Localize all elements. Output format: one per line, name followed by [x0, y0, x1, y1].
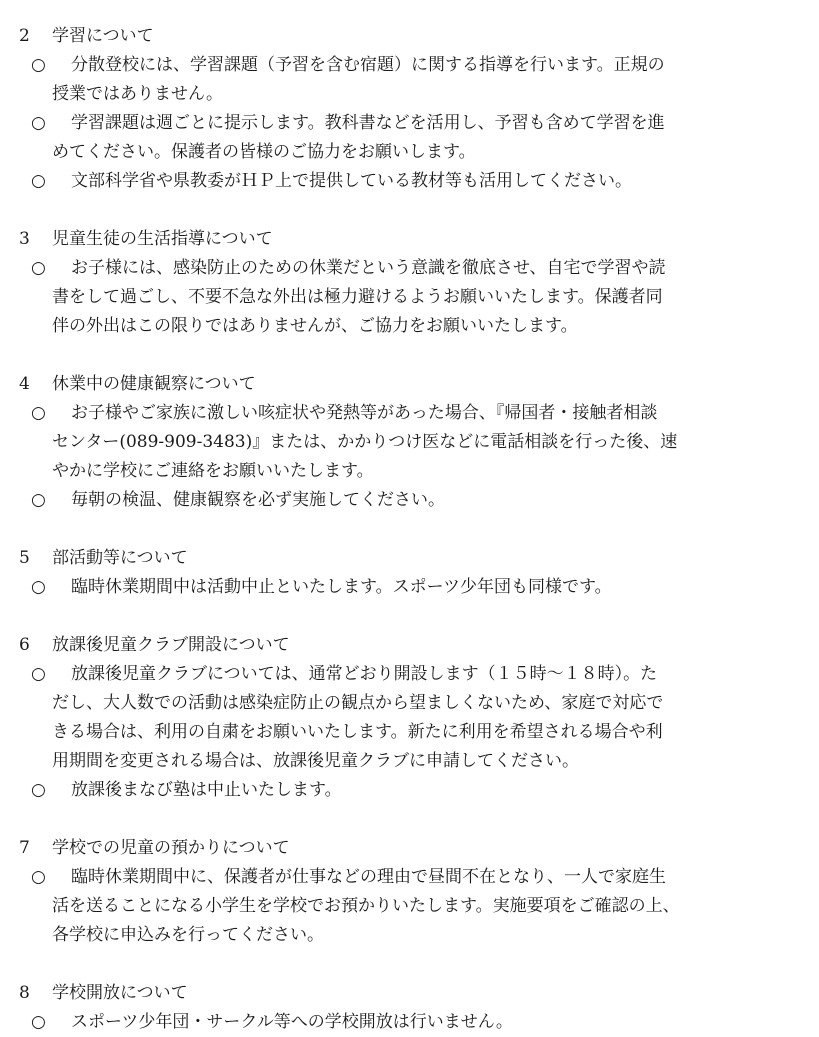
- section-title: 学校での児童の預かりについて: [52, 838, 290, 858]
- list-item: [0, 1008, 819, 1037]
- list-item-text: 臨時休業期間中は活動中止といたします。スポーツ少年団も同様です。: [71, 577, 612, 597]
- list-item: [0, 109, 819, 167]
- list-item: [0, 863, 819, 950]
- circle-bullet-icon: ○: [31, 867, 46, 887]
- circle-bullet-icon: ○: [31, 113, 46, 133]
- list-item-text: 文部科学省や県教委がＨＰ上で提供している教材等も活用してください。: [71, 171, 632, 191]
- section-heading: [0, 544, 819, 573]
- section-heading: [0, 370, 819, 399]
- section-3: [0, 225, 819, 341]
- section-number: 6: [19, 635, 30, 655]
- section-title: 放課後児童クラブ開設について: [52, 635, 290, 655]
- list-item: [0, 399, 819, 486]
- section-number: 7: [19, 838, 30, 858]
- list-item: [0, 776, 819, 805]
- section-number: 8: [19, 983, 30, 1003]
- section-title: 学習について: [52, 26, 154, 46]
- section-heading: [0, 631, 819, 660]
- circle-bullet-icon: ○: [31, 1012, 46, 1032]
- list-item-text: 毎朝の検温、健康観察を必ず実施してください。: [71, 490, 445, 510]
- list-item-text: 放課後児童クラブについては、通常どおり開設します（１５時～１８時）。た だし、大人数での活動は感染症防止の観点から望ましくないため、家庭で対応で きる場合は、利用の自粛をお願いいたします。新たに利用を希望される場合や利 用期間を変更される場合は、放課後児童クラブに申請してください。: [52, 664, 664, 771]
- circle-bullet-icon: ○: [31, 577, 46, 597]
- list-item: [0, 660, 819, 776]
- section-4: [0, 370, 819, 515]
- section-number: 2: [19, 26, 30, 46]
- list-item: [0, 254, 819, 341]
- list-item-text: 学習課題は週ごとに提示します。教科書などを活用し、予習も含めて学習を進 めてください。保護者の皆様のご協力をお願いします。: [52, 113, 665, 162]
- section-8: [0, 979, 819, 1037]
- section-heading: [0, 979, 819, 1008]
- section-heading: [0, 225, 819, 254]
- circle-bullet-icon: ○: [31, 171, 46, 191]
- list-item-text: 分散登校には、学習課題（予習を含む宿題）に関する指導を行います。正規の 授業ではありません。: [52, 55, 665, 104]
- section-title: 部活動等について: [52, 548, 188, 568]
- section-6: [0, 631, 819, 805]
- circle-bullet-icon: ○: [31, 780, 46, 800]
- list-item-text: お子様には、感染防止のための休業だという意識を徹底させ、自宅で学習や読 書をして過ごし、不要不急な外出は極力避けるようお願いいたします。保護者同 伴の外出はこの限りではありませんが、ご協力をお願いいたします。: [52, 258, 666, 336]
- section-5: [0, 544, 819, 602]
- section-title: 休業中の健康観察について: [52, 374, 256, 394]
- list-item: [0, 573, 819, 602]
- section-number: 4: [19, 374, 30, 394]
- list-item-text: お子様やご家族に激しい咳症状や発熱等があった場合、『帰国者・接触者相談 センター(089-909-3483)』または、かかりつけ医などに電話相談を行った後、速 やかに学校にご連絡をお願いいたします。: [52, 403, 678, 481]
- sections-container: [0, 22, 819, 1037]
- section-7: [0, 834, 819, 950]
- circle-bullet-icon: ○: [31, 55, 46, 75]
- circle-bullet-icon: ○: [31, 258, 46, 278]
- list-item: [0, 486, 819, 515]
- section-title: 児童生徒の生活指導について: [52, 229, 273, 249]
- section-2: [0, 22, 819, 196]
- section-number: 3: [19, 229, 30, 249]
- list-item: [0, 167, 819, 196]
- circle-bullet-icon: ○: [31, 664, 46, 684]
- section-heading: [0, 22, 819, 51]
- circle-bullet-icon: ○: [31, 490, 46, 510]
- list-item-text: 臨時休業期間中に、保護者が仕事などの理由で昼間不在となり、一人で家庭生 活を送ることになる小学生を学校でお預かりいたします。実施要項をご確認の上、 各学校に申込みを行ってください。: [52, 867, 680, 945]
- section-number: 5: [19, 548, 30, 568]
- list-item-text: 放課後まなび塾は中止いたします。: [71, 780, 342, 800]
- circle-bullet-icon: ○: [31, 403, 46, 423]
- list-item: [0, 51, 819, 109]
- list-item-text: スポーツ少年団・サークル等への学校開放は行いません。: [71, 1012, 513, 1032]
- section-heading: [0, 834, 819, 863]
- section-title: 学校開放について: [52, 983, 188, 1003]
